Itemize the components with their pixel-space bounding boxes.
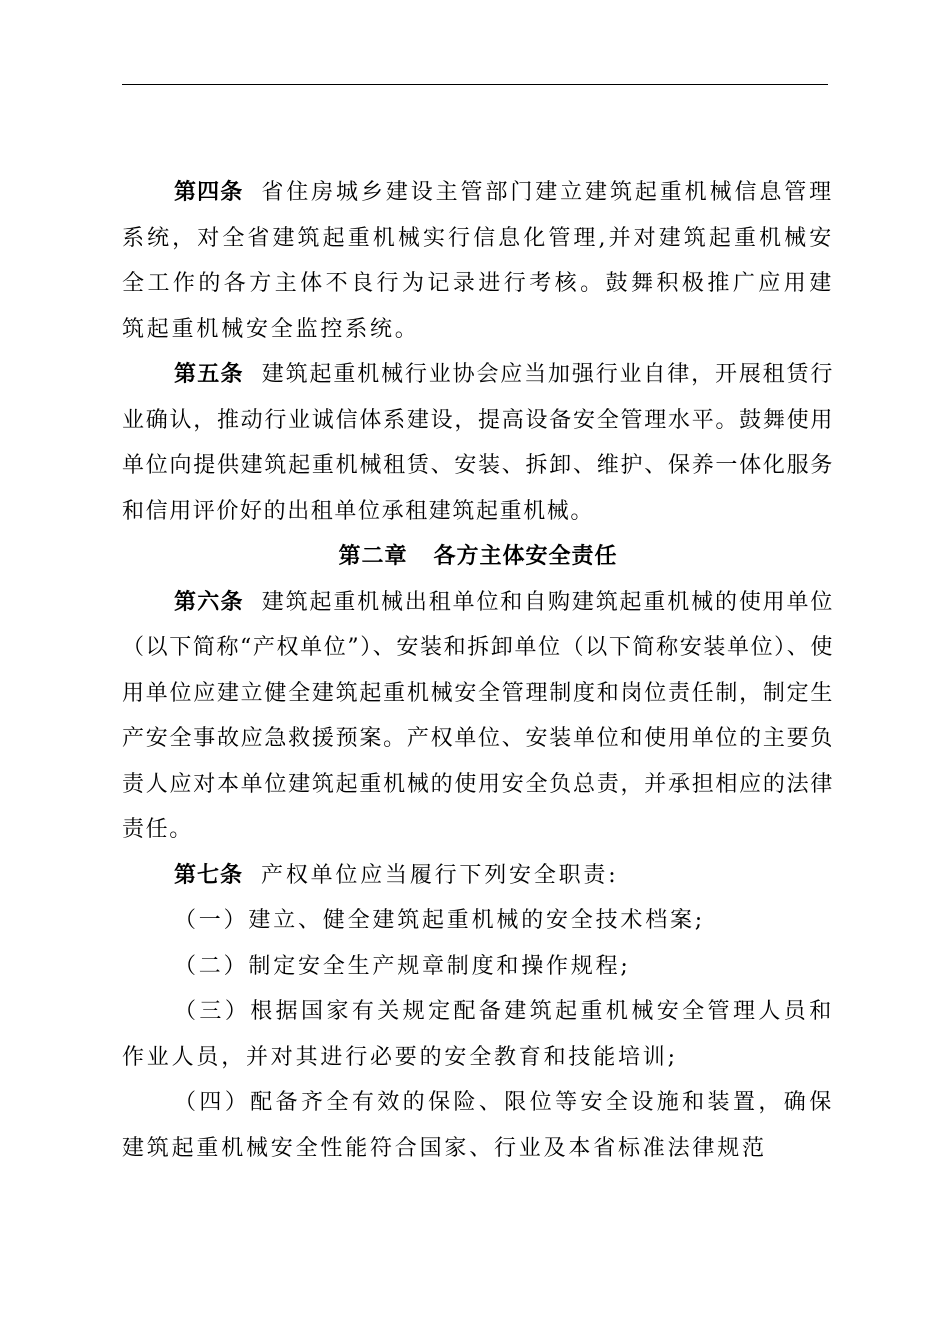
article-6-text: 建筑起重机械出租单位和自购建筑起重机械的使用单位（以下简称“产权单位”）、安装和拆卸单位（以下简称安装单位）、使用单位应建立健全建筑起重机械安全管理制度和岗位责任制，制定生产安全事故应急救援预案。产权单位、安装单位和使用单位的主要负责人应对本单位建筑起重机械的使用安全负总责，并承担相应的法律责任。	[122, 589, 834, 842]
article-7-text: 产权单位应当履行下列安全职责:	[261, 862, 619, 888]
list-item: （二）制定安全生产规章制度和操作规程;	[174, 953, 631, 979]
article-5	[122, 352, 834, 534]
article-6-label: 第六条	[174, 589, 244, 615]
list-item: （一）建立、健全建筑起重机械的安全技术档案;	[174, 908, 706, 933]
header-rule	[122, 84, 828, 85]
article-7	[122, 853, 834, 899]
article-4-label: 第四条	[174, 180, 244, 205]
chapter-title: 各方主体安全责任	[433, 544, 618, 569]
article-4-text: 省住房城乡建设主管部门建立建筑起重机械信息管理系统，对全省建筑起重机械实行信息化管理,并对建筑起重机械安全工作的各方主体不良行为记录进行考核。鼓舞积极推广应用建筑起重机械安全监控系统。	[122, 180, 834, 342]
list-item: （三）根据国家有关规定配备建筑起重机械安全管理人员和作业人员，并对其进行必要的安全教育和技能培训;	[122, 999, 834, 1070]
article-4	[122, 170, 834, 352]
article-5-label: 第五条	[174, 362, 244, 387]
article-6	[122, 580, 834, 853]
article-5-text: 建筑起重机械行业协会应当加强行业自律，开展租赁行业确认，推动行业诚信体系建设，提高设备安全管理水平。鼓舞使用单位向提供建筑起重机械租赁、安装、拆卸、维护、保养一体化服务和信用评价好的出租单位承租建筑起重机械。	[122, 362, 834, 524]
document-body	[122, 170, 834, 1171]
list-item: （四）配备齐全有效的保险、限位等安全设施和装置，确保建筑起重机械安全性能符合国家、行业及本省标准法律规范	[122, 1090, 834, 1161]
chapter-heading	[122, 534, 834, 580]
article-7-label: 第七条	[174, 862, 244, 888]
chapter-number: 第二章	[338, 544, 408, 569]
